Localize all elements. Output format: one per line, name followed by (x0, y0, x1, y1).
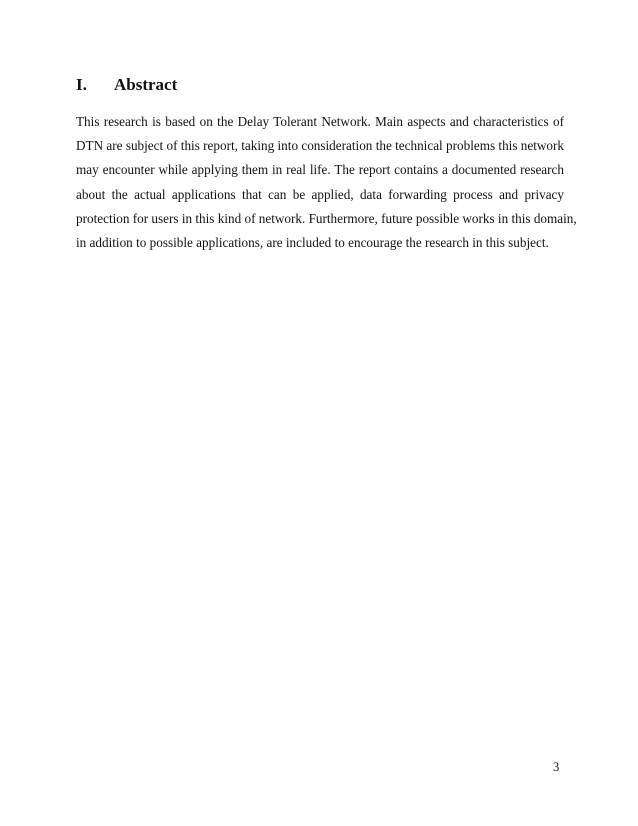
section-number: I. (76, 75, 87, 94)
section-title: Abstract (114, 75, 178, 94)
abstract-paragraph (76, 110, 577, 255)
abstract-line-1: This research is based on the Delay Tolerant Network. Main aspects and characteristics of (76, 114, 564, 129)
abstract-line-5: protection for users in this kind of network. Furthermore, future possible works in this domain, (76, 210, 577, 226)
page-number: 3 (553, 760, 560, 774)
abstract-line-2: DTN are subject of this report, taking into consideration the technical problems this network (76, 138, 564, 154)
abstract-line-6: in addition to possible applications, are included to encourage the research in this subject. (76, 234, 549, 250)
abstract-line-3: may encounter while applying them in real life. The report contains a documented research (76, 162, 564, 178)
section-heading (76, 74, 177, 96)
abstract-line-4: about the actual applications that can be applied, data forwarding process and privacy (76, 186, 564, 202)
